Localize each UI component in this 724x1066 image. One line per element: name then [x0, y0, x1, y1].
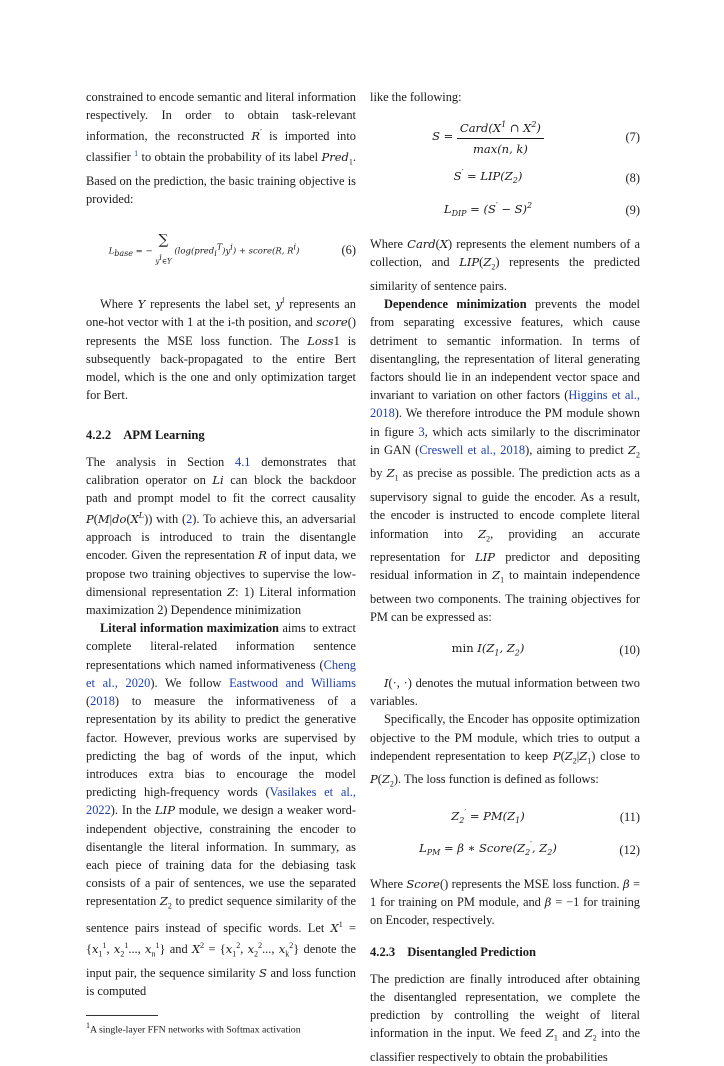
equation-12-number: (12): [619, 842, 640, 857]
equation-10: $\min I(Z_1$, $Z_2$) (10): [370, 639, 640, 663]
footnote-1: $^1$A single-layer FFN networks with Softmax activation: [86, 1020, 301, 1035]
equation-12: $L_{PM} = \beta$ ∗ $Score(Z_2'$, $Z_2$) (12): [419, 840, 640, 858]
left-paragraph-2: Where Y represents the label set, $y^i$ represents an one-hot vector with 1 at the i-th position, and score() represents the MSE loss function. The Loss1 is subsequently back-propagated to the entire Bert model, which is the one and only optimization target for Bert.: [86, 296, 356, 403]
left-paragraph-1: constrained to encode semantic and literal information respectively. In order to obtain task-relevant information, the reconstructed R′ is imported into classifier $^1$ to obtain the probability of its label Pred$_1$. Based on the prediction, the basic training objective is provided:: [86, 90, 356, 207]
left-paragraph-3: The analysis in Section 4.1 demonstrates that calibration operator on Li can block the backdoor path and prompt model to fit the correct causality $P(M|do(X^L))$ with (2). To achieve this, an adversarial approach is introduced to train the disentangle encoder. Given the representation R of input data, we propose two training objectives to supervise the low-dimensional representation Z: 1) Literal information maximization 2) Dependence minimization: [86, 454, 356, 618]
equation-11: $Z_2' = PM(Z_1)$ (11): [451, 808, 640, 826]
literal-info-max-term: Literal information maximization: [100, 621, 279, 636]
right-paragraph-3: Dependence minimization prevents the model from separating excessive features, which cause detriment to semantic information. In terms of disentangling, the representation of literal generating factors should lie in an independent vector space and invariant to variation on other factors (Higgins et al., 2018). We therefore introduce the PM module shown in figure 3, which acts similarly to the discriminator in GAN (Creswell et al., 2018), aiming to predict $Z_2$ by $Z_1$ as precise as possible. The prediction acts as a supervisory signal to guide the encoder. As a result, the encoder is instructed to encode complete literal information into $Z_2$, providing an accurate representation for LIP predictor and depositing residual information in $Z_1$ to maintain independence between two components. The training objectives for PM can be expressed as:: [370, 297, 641, 625]
equation-6: $L_{base}$ = − ∑ $y^i\in Y$ $(\log(pred_i^T)y^i)$ + score(R, $R^i$) (6): [108, 231, 356, 266]
right-paragraph-5: Specifically, the Encoder has opposite optimization objective to the PM module, which tries to output a independent representation to keep $P(Z_2|Z_1)$ close to $P(Z_2)$. The loss function is defined as follows:: [370, 712, 641, 789]
equation-9: $L_{DIP} = (S' - S)^2$ (9): [443, 200, 640, 218]
section-title: APM Learning: [123, 428, 205, 443]
right-paragraph-2: Where Card(X) represents the element numbers of a collection, and $LIP(Z_2)$ represents the predicted similarity of sentence pairs.: [370, 237, 640, 293]
right-paragraph-1: like the following:: [370, 90, 462, 104]
section-heading-4-2-2: [86, 426, 356, 444]
equation-10-number: (10): [619, 643, 640, 658]
dependence-min-term: Dependence minimization: [384, 297, 527, 312]
right-column: [370, 88, 640, 1066]
footnote-text: A single-layer FFN networks with Softmax activation: [90, 1023, 301, 1035]
left-paragraph-4: Literal information maximization aims to extract complete literal-related information sentence representations which named informativeness (Cheng et al., 2020). We follow Eastwood and Williams (2018) to measure the informativeness of a representation by its ability to predict the generative factor. However, previous works are supervised by predicting the bag of words of the input, which introduces extra bias to encourage the model predicting high-frequency words (Vasilakes et al., 2022). In the LIP module, we design a weaker word-independent objective, constraining the encoder to disentangle the literal information. In summary, as each piece of training data for the debiasing task consists of a pair of sentences, we use the separated representation $Z_2$ to predict sequence similarity of the sentence pairs instead of specific words. Let $X^1 = \{x_1^1$, $x_2^1$..., $x_n^1$} and $X^2 = \{x_1^2$, $x_2^2$..., $x_k^2$} denote the input pair, the sequence similarity S and loss function is computed: [86, 621, 357, 999]
equation-7-number: (7): [625, 130, 640, 145]
footnote-rule: [86, 1015, 158, 1016]
section-number: 4.2.3: [370, 945, 396, 960]
equation-8-number: (8): [625, 170, 640, 185]
section-title: Disentangled Prediction: [407, 945, 537, 960]
left-column: [86, 88, 356, 1036]
equation-11-number: (11): [619, 810, 640, 825]
equation-7: S = $\frac{Card(X^1 \cap X^2)}{\max(n, k)}$ (7): [370, 116, 640, 158]
right-paragraph-7: The prediction are finally introduced after obtaining the disentangled representation, we complete the prediction by controlling the weight of literal information in the input. We feed $Z_1$ and $Z_2$ into the classifier respectively to obtain the probabilities: [370, 971, 641, 1064]
equation-9-number: (9): [625, 202, 640, 217]
section-heading-4-2-3: [370, 943, 640, 961]
right-paragraph-6: Where Score() represents the MSE loss function. β = 1 for training on PM module, and β = −1 for training on Encoder, respectively.: [370, 876, 640, 928]
section-number: 4.2.2: [86, 428, 112, 443]
equation-8: $S' = LIP(Z_2)$ (8): [453, 168, 640, 186]
equation-6-number: (6): [341, 243, 356, 258]
right-paragraph-4: I(·, ·) denotes the mutual information between two variables.: [370, 676, 640, 709]
